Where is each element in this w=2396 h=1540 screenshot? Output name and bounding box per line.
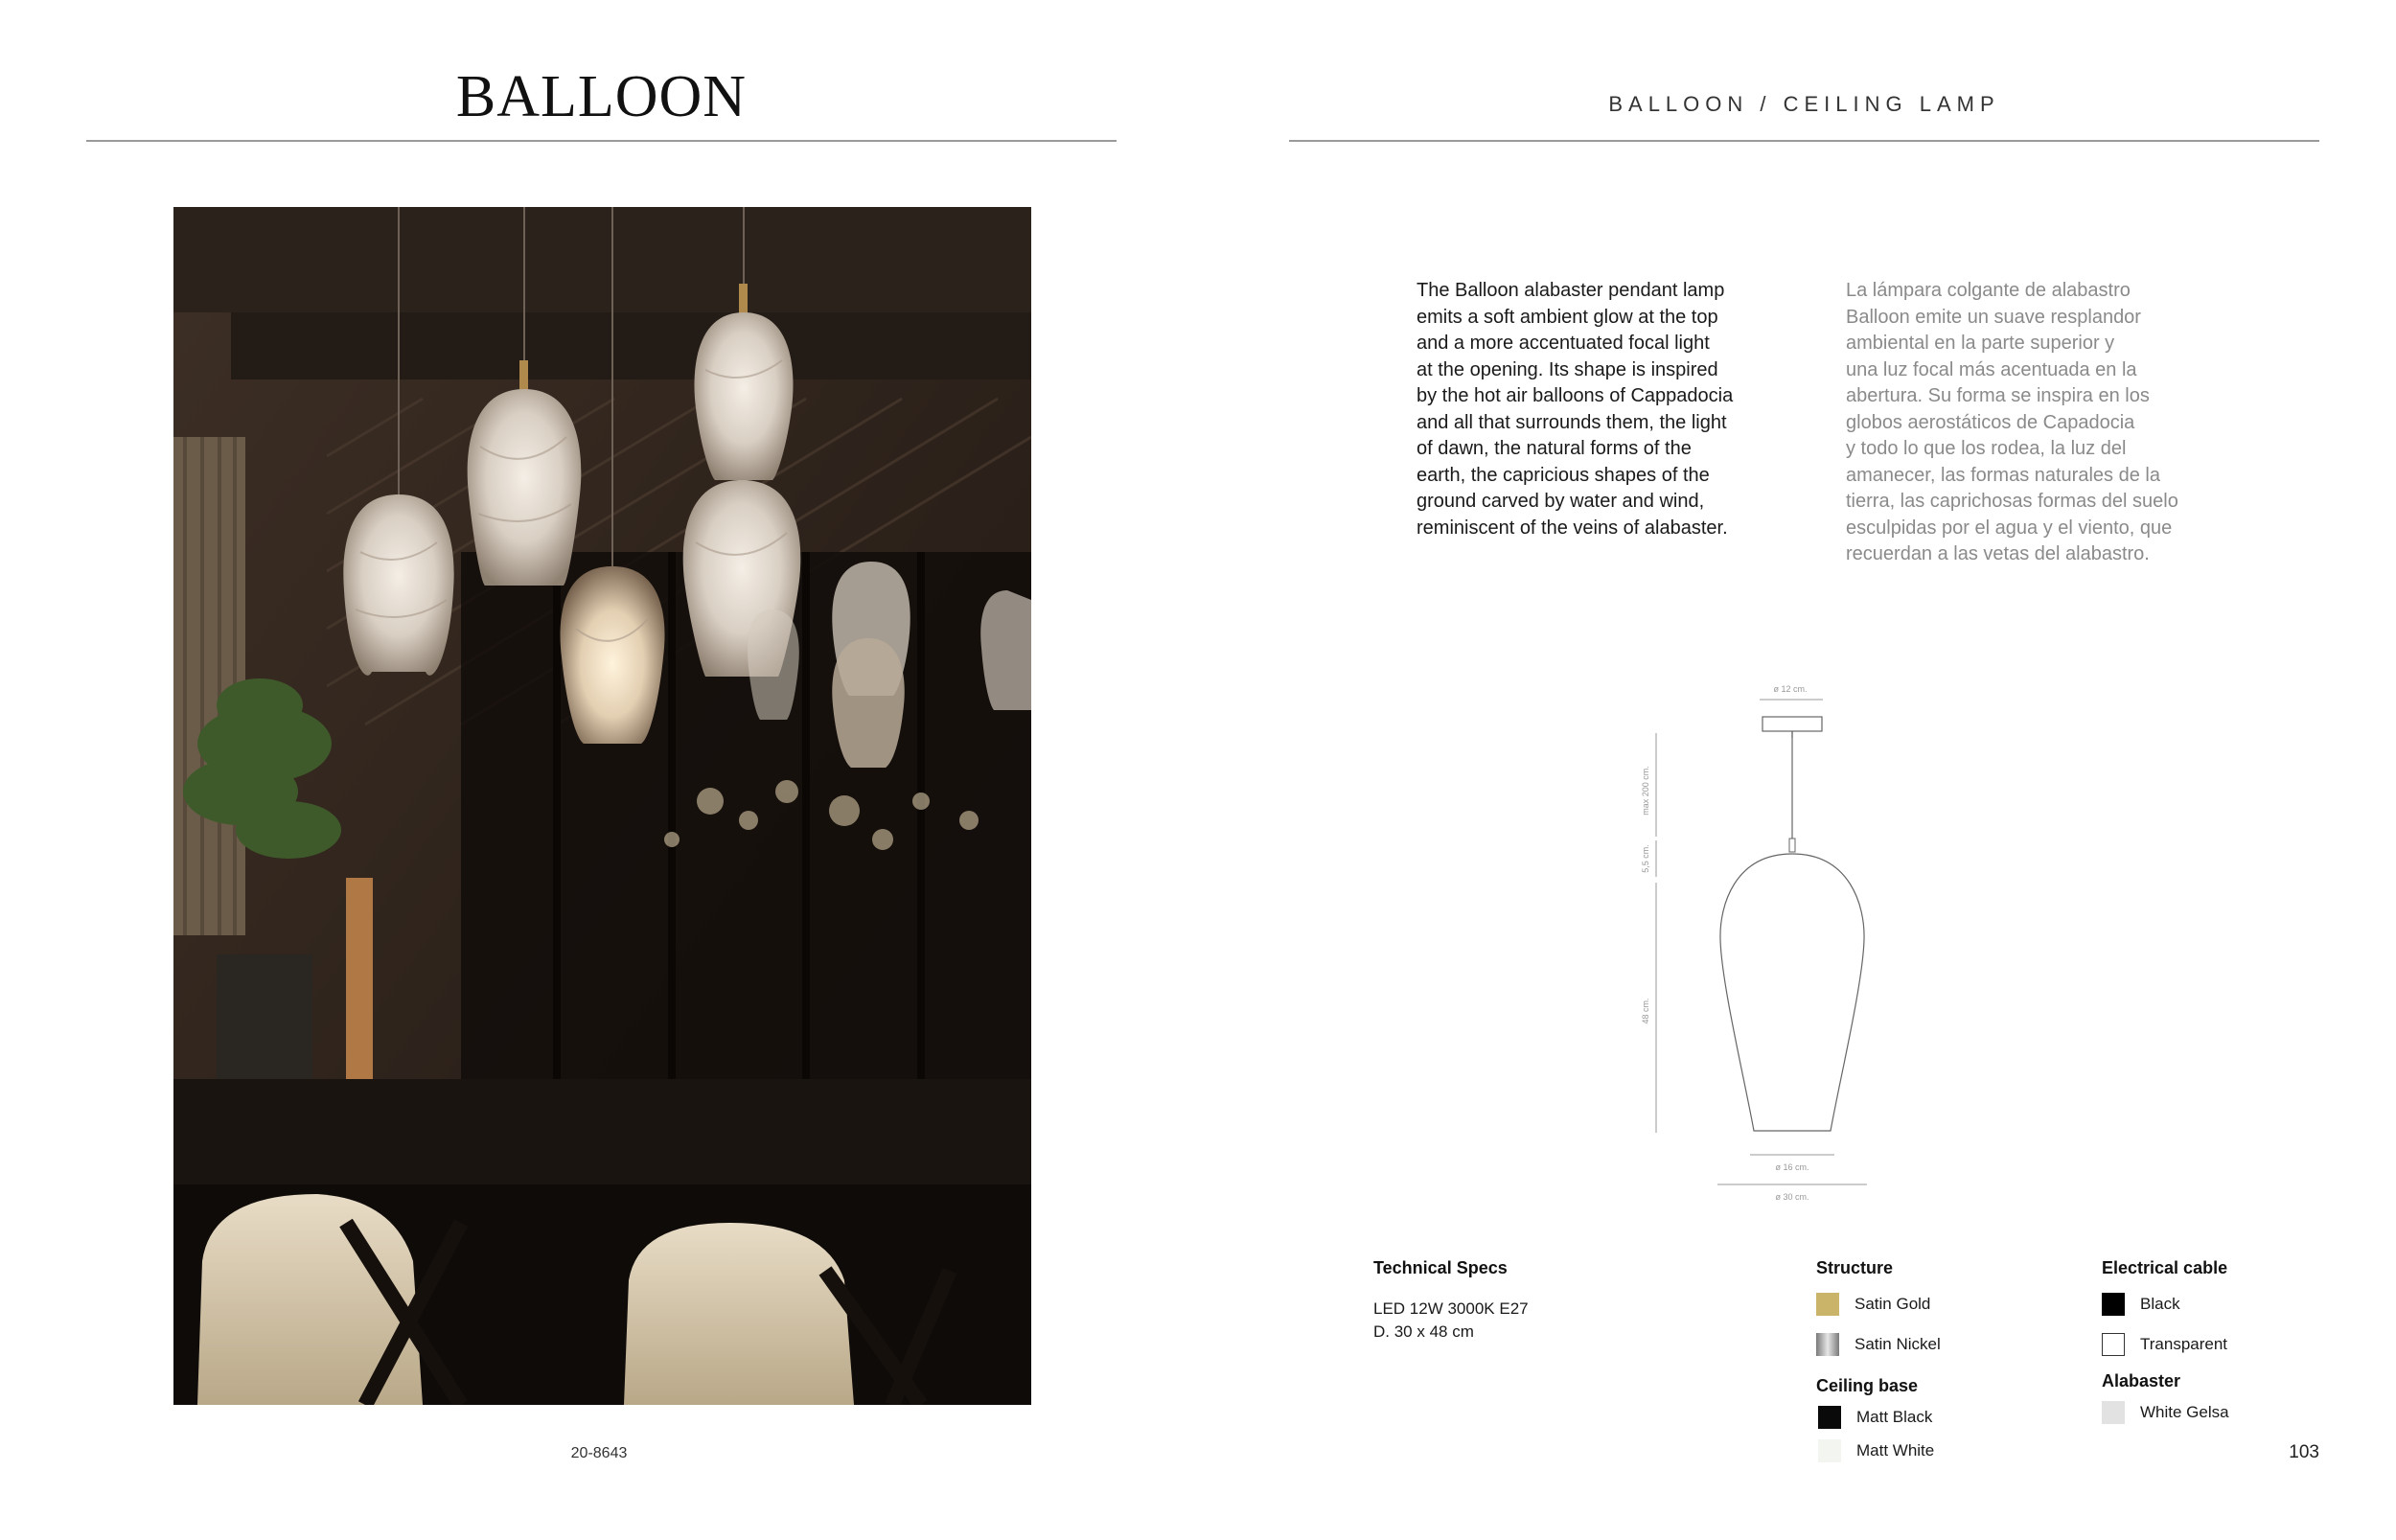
description-spanish: [1846, 278, 2229, 568]
divider-right: [1289, 140, 2319, 142]
dim-max-diameter: ø 30 cm.: [1775, 1192, 1809, 1202]
dim-body-height: 48 cm.: [1641, 998, 1650, 1024]
divider-left: [86, 140, 1117, 142]
option-label: Satin Nickel: [1855, 1335, 1941, 1353]
ceiling-option-matt-white: [1818, 1439, 1934, 1462]
option-label: Black: [2140, 1295, 2180, 1313]
page-title-right: BALLOON / CEILING LAMP: [1608, 92, 2000, 116]
product-photo: [173, 207, 1031, 1405]
option-label: Satin Gold: [1855, 1295, 1931, 1313]
description-english-text: The Balloon alabaster pendant lamp emits a soft ambient glow at the top and a more accentuated focal light at the opening. Its shape is inspired by the hot air balloons of Cappadocia and all that surrounds them, the light of dawn, the natural forms of the earth, the capricious shapes of the ground carved by water and wind, reminiscent of the veins of alabaster.: [1417, 280, 1734, 539]
option-label: Transparent: [2140, 1335, 2228, 1353]
swatch-white-gelsa: [2102, 1401, 2125, 1424]
alabaster-option-white-gelsa: [2102, 1401, 2229, 1424]
ceiling-option-matt-black: [1818, 1406, 1932, 1429]
swatch-satin-gold: [1816, 1293, 1839, 1316]
page-title-left: BALLOON: [455, 64, 748, 129]
dim-base-diameter: ø 12 cm.: [1773, 684, 1808, 694]
cable-option-transparent: [2102, 1333, 2227, 1356]
technical-specs-heading: Technical Specs: [1373, 1258, 1508, 1277]
spec-line-dimensions: D. 30 x 48 cm: [1373, 1322, 1474, 1341]
swatch-satin-nickel: [1816, 1333, 1839, 1356]
swatch-black: [2102, 1293, 2125, 1316]
swatch-matt-white: [1818, 1439, 1841, 1462]
structure-option-satin-gold: [1816, 1293, 1930, 1316]
swatch-matt-black: [1818, 1406, 1841, 1429]
swatch-transparent: [2102, 1333, 2125, 1356]
dim-opening-diameter: ø 16 cm.: [1775, 1162, 1809, 1172]
description-english: [1417, 278, 1800, 541]
ceiling-base-heading: Ceiling base: [1816, 1376, 1919, 1395]
cable-option-black: [2102, 1293, 2180, 1316]
description-spanish-text: La lámpara colgante de alabastro Balloon emite un suave resplandor ambiental en la parte superior y una luz focal más acentuada en la abertura. Su forma se inspira en los globos aerostáticos de Capadocia y todo lo que los rodea, la luz del amanecer, las formas naturales de la tierra, las caprichosas formas del suelo esculpidas por el agua y el viento, que recuerdan a las vetas del alabastro.: [1846, 280, 2178, 564]
option-label: White Gelsa: [2140, 1403, 2229, 1421]
structure-heading: Structure: [1816, 1258, 1894, 1277]
electrical-cable-heading: Electrical cable: [2102, 1258, 2228, 1277]
structure-option-satin-nickel: [1816, 1333, 1941, 1356]
dim-neck-height: 5,5 cm.: [1641, 844, 1650, 873]
dim-cable-length: max 200 cm.: [1641, 766, 1650, 816]
option-label: Matt White: [1856, 1441, 1935, 1460]
technical-drawing: [1620, 676, 1907, 1212]
alabaster-heading: Alabaster: [2102, 1371, 2181, 1391]
spec-line-power: LED 12W 3000K E27: [1373, 1299, 1529, 1318]
page-number: 103: [2289, 1442, 2319, 1462]
product-reference: 20-8643: [570, 1445, 628, 1461]
option-label: Matt Black: [1856, 1408, 1933, 1426]
